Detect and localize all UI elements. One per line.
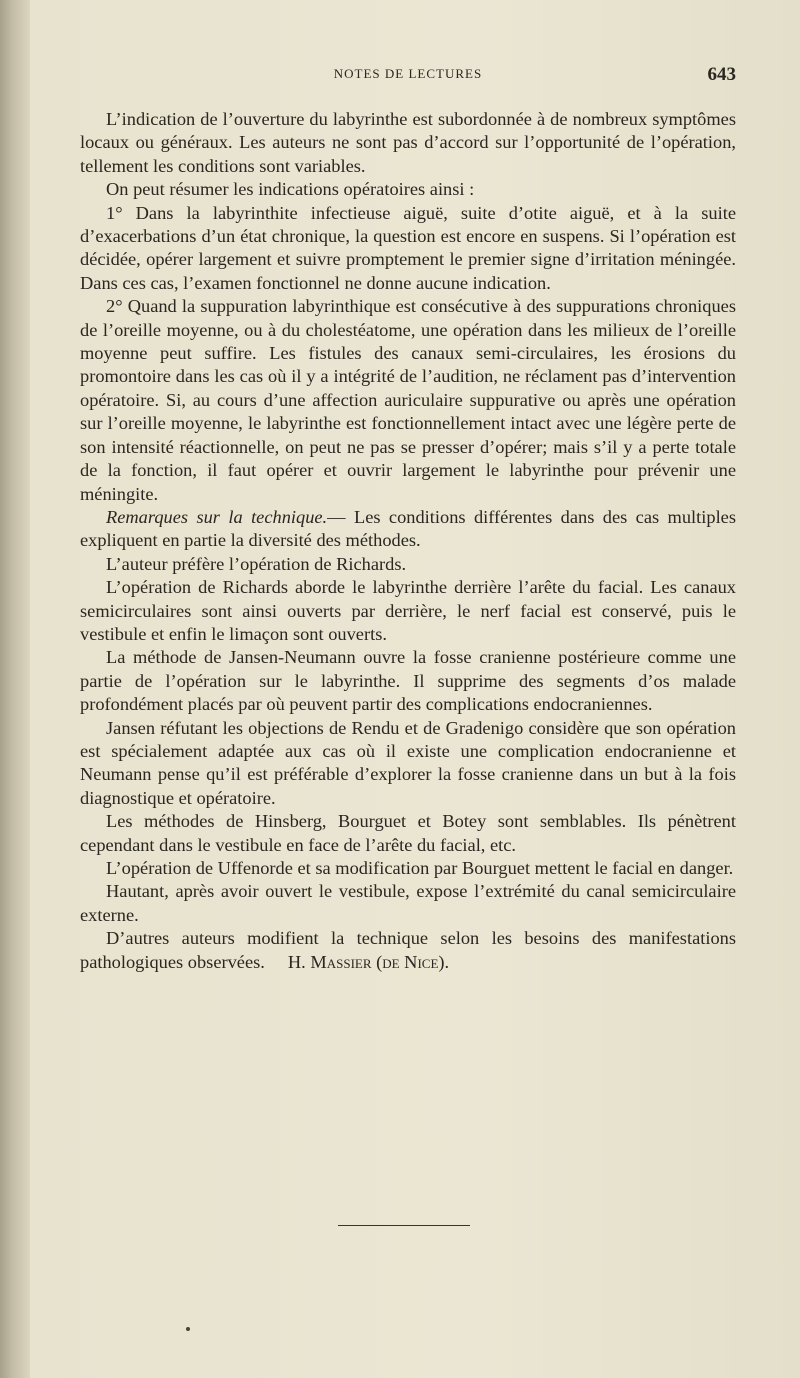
paragraph-resume: On peut résumer les indications opératoires ainsi : <box>106 179 475 200</box>
paragraph-richards: L’opération de Richards aborde le labyrinthe derrière l’arête du facial. Les canaux semicirculaires sont ainsi ouverts par derrière, le nerf facial est conservé, puis le vestibule et enfin le limaçon sont ouverts. <box>80 577 736 644</box>
paragraph-hautant: Hautant, après avoir ouvert le vestibule, expose l’extrémité du canal semicirculaire externe. <box>80 881 736 925</box>
paragraph-jansen-neumann: La méthode de Jansen-Neumann ouvre la fosse cranienne postérieure comme une partie de l’opération sur le labyrinthe. Il supprime des segments d’os malade profondément placés par où peuvent partir des complications endocraniennes. <box>80 647 736 715</box>
remarks-text: — Les conditions différentes dans des cas multiples expliquent en partie la diversité des méthodes. <box>80 506 737 551</box>
remarks-heading: Remarques sur la technique. <box>106 506 328 527</box>
page-speck <box>186 1327 190 1331</box>
paragraph-methodes: Les méthodes de Hinsberg, Bourguet et Botey sont semblables. Ils pénètrent cependant dans le vestibule en face de l’arête du facial, etc. <box>80 811 736 855</box>
paragraph-indication: L’indication de l’ouverture du labyrinthe est subordonnée à de nombreux symptômes locaux ou généraux. Les auteurs ne sont pas d’accord sur l’opportunité de l’opération, tellement les conditions sont variables. <box>80 109 736 176</box>
page-body <box>80 108 736 974</box>
paragraph-remarks <box>80 506 736 553</box>
paragraph-point-2: 2° Quand la suppuration labyrinthique est consécutive à des suppurations chroniques de l’oreille moyenne, ou à du cholestéatome, une opération dans les milieux de l’oreille moyenne peut suffire. Les fistules des canaux semi-circulaires, les érosions du promontoire dans les cas où il y a intégrité de l’audition, ne réclament pas d’intervention opératoire. Si, au cours d’une affection auriculaire suppurative ou après une opération sur l’oreille moyenne, le labyrinthe est fonctionnellement intact avec une légère perte de son intensité réactionnelle, on peut ne pas se presser d’opérer; mais s’il y a perte totale de la fonction, il faut opérer et ouvrir largement le labyrinthe pour prévenir une méningite. <box>80 296 736 504</box>
paragraph-autres <box>80 927 736 974</box>
page-number: 643 <box>707 64 736 85</box>
book-spine-shadow <box>0 0 30 1378</box>
paragraph-prefere: L’auteur préfère l’opération de Richards. <box>106 553 407 574</box>
page-header <box>80 64 736 90</box>
last-paragraph-text: D’autres auteurs modifient la technique selon les besoins des manifestations pathologiques observées. <box>80 928 736 972</box>
paragraph-jansen-refutant: Jansen réfutant les objections de Rendu et de Gradenigo considère que son opération est spécialement adaptée aux cas où il existe une complication endocranienne et Neumann pense qu’il est préférable d’explorer la fosse cranienne dans un but à la fois diagnostique et opératoire. <box>80 717 736 808</box>
paragraph-uffenorde: L’opération de Uffenorde et sa modification par Bourguet mettent le facial en danger. <box>106 858 734 878</box>
end-rule <box>338 1225 470 1226</box>
running-title: NOTES DE LECTURES <box>333 66 483 81</box>
author-signature: H. Massier (de Nice). <box>287 951 450 972</box>
paragraph-point-1: 1° Dans la labyrinthite infectieuse aiguë, suite d’otite aiguë, et à la suite d’exacerbations d’un état chronique, la question est encore en suspens. Si l’opération est décidée, opérer largement et suivre promptement le premier signe d’irritation méningée. Dans ces cas, l’examen fonctionnel ne donne aucune indication. <box>80 202 736 293</box>
